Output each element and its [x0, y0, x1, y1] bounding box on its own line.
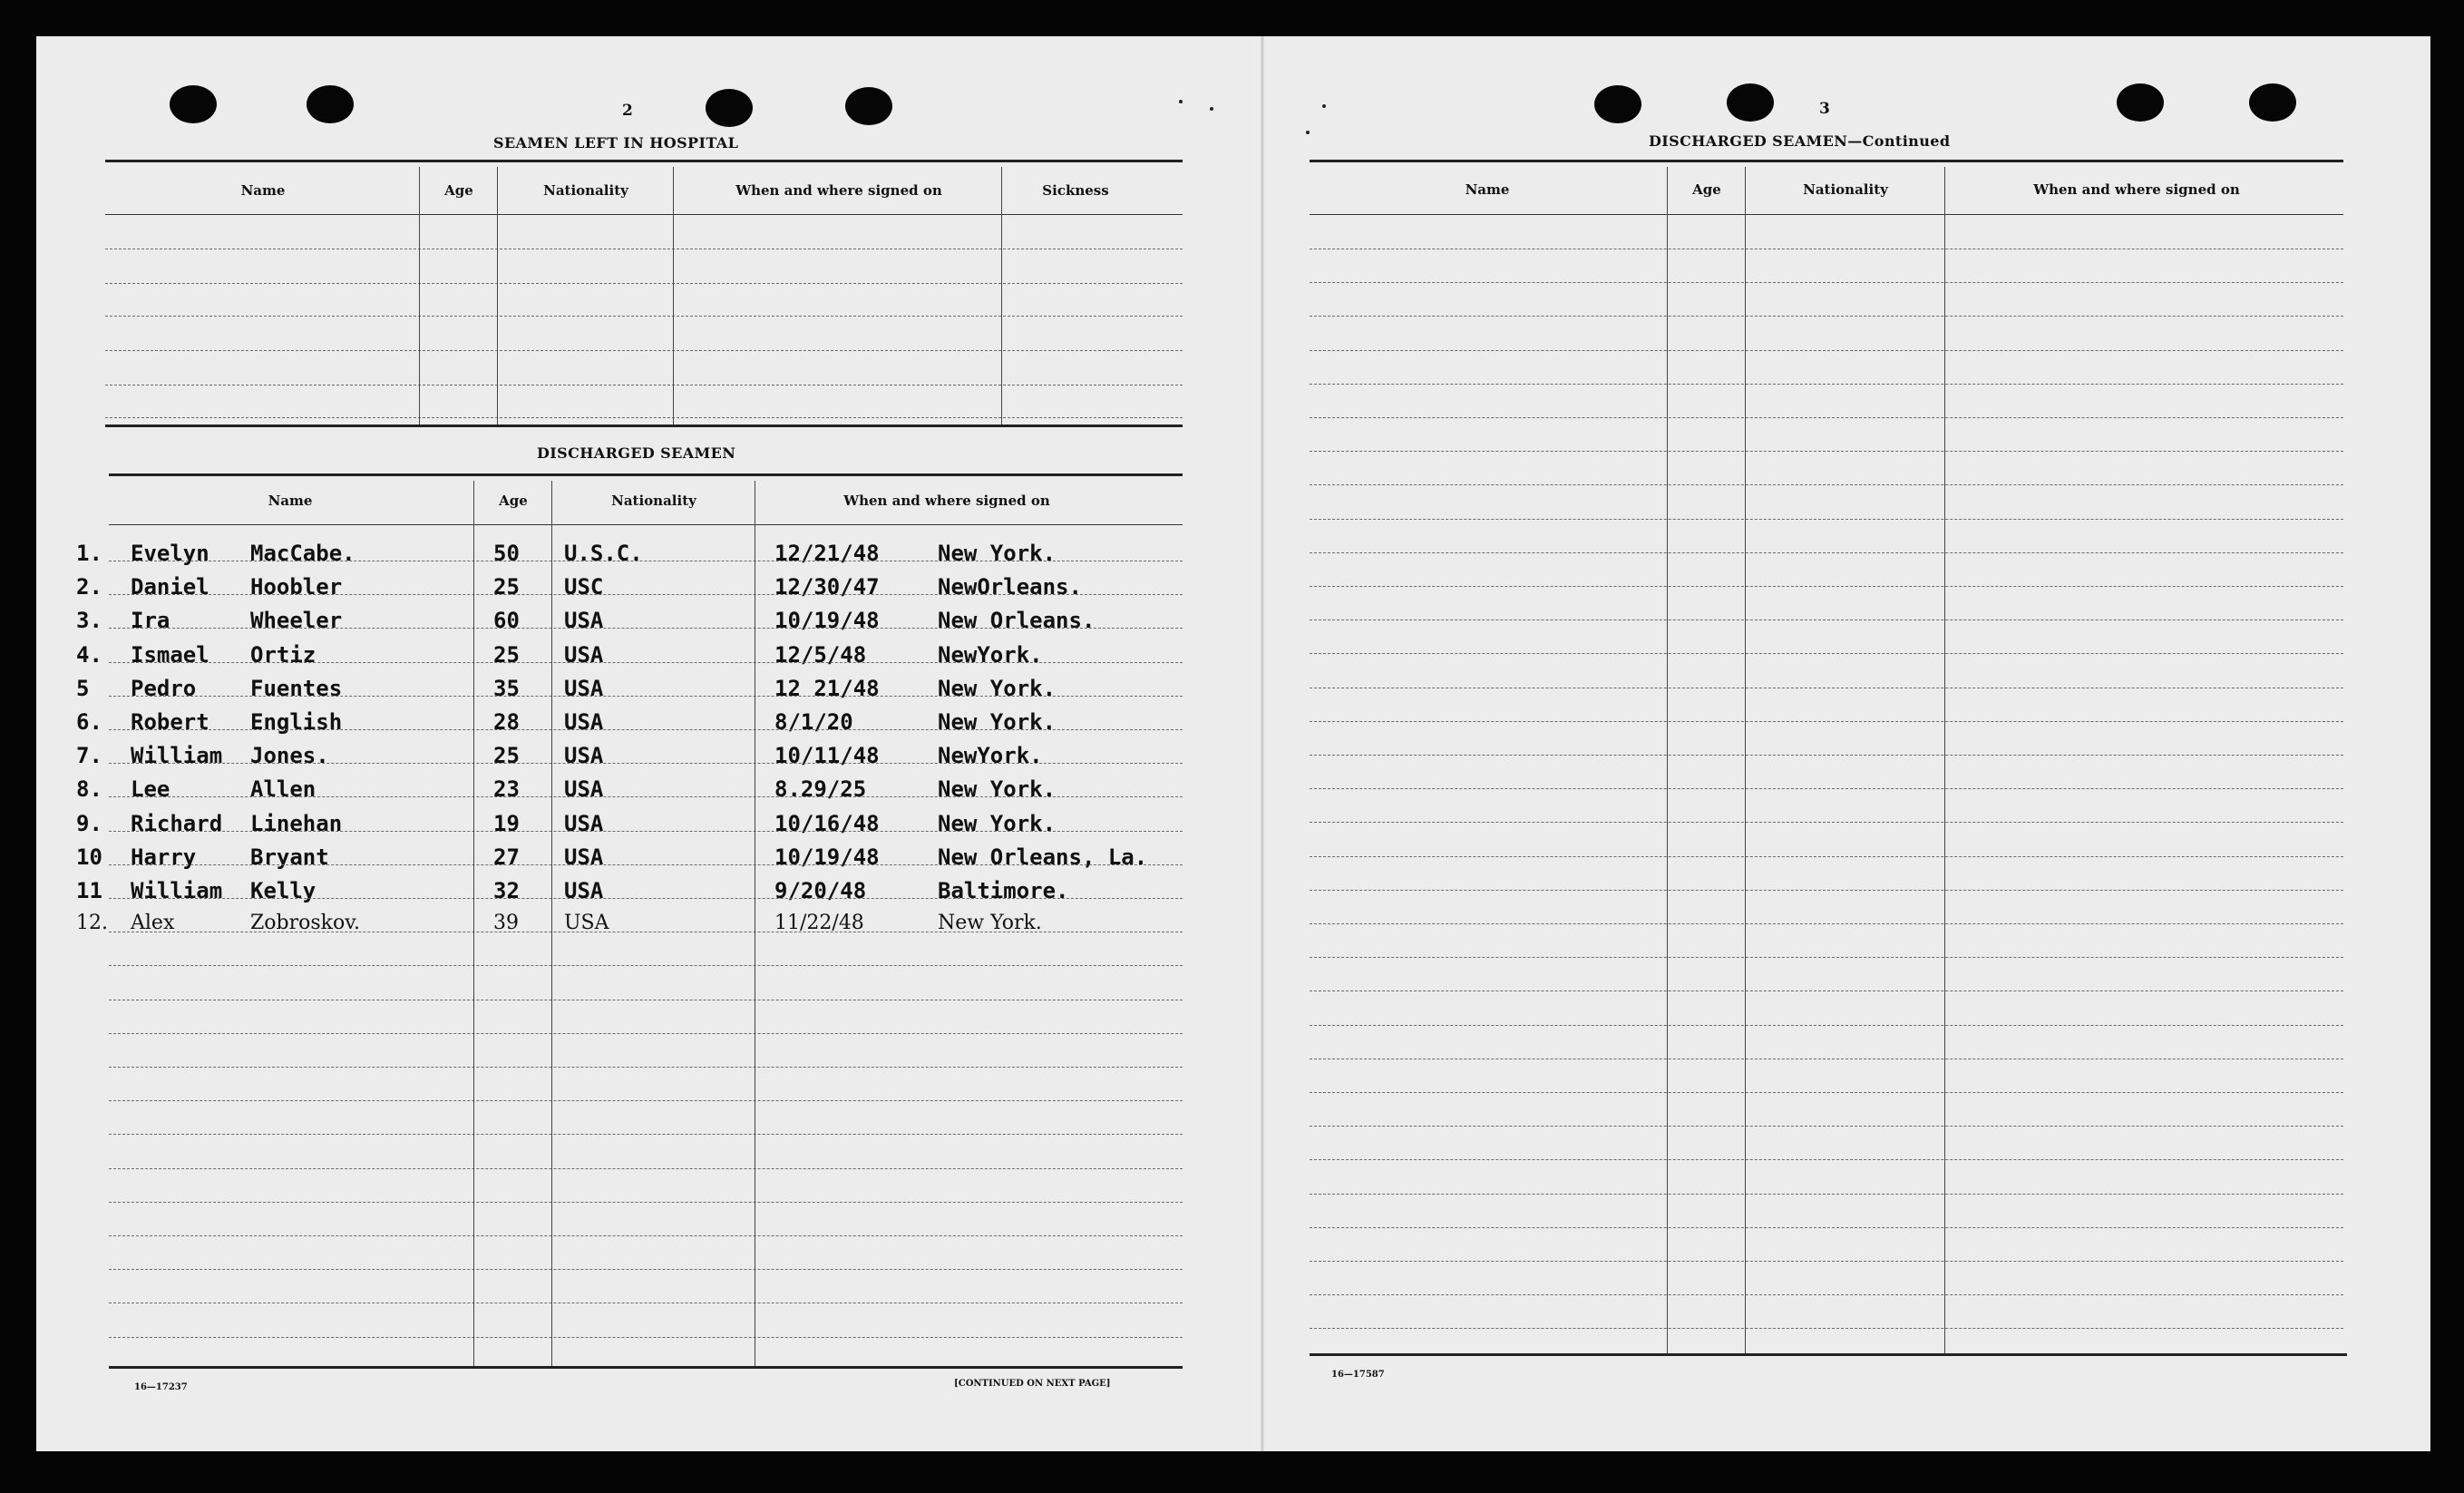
age: 50 — [493, 541, 520, 566]
rule — [109, 1100, 1183, 1101]
first-name: Richard — [131, 811, 223, 836]
rule — [1310, 316, 2343, 317]
hospital-col-sickness: Sickness — [1042, 182, 1109, 199]
nationality: USA — [564, 912, 609, 934]
rule — [1310, 552, 2343, 553]
row-number: 9. — [76, 811, 102, 836]
rule — [109, 1269, 1183, 1270]
rule — [1310, 214, 2343, 215]
right-col-age: Age — [1692, 181, 1721, 198]
rule — [109, 1337, 1183, 1338]
rule — [1310, 856, 2343, 857]
first-name: William — [131, 743, 223, 768]
right-col-nationality: Nationality — [1803, 181, 1888, 198]
hospital-section-title: SEAMEN LEFT IN HOSPITAL — [493, 134, 739, 151]
nationality: USA — [564, 878, 604, 903]
punch-hole — [706, 89, 753, 127]
nationality: USA — [564, 844, 604, 870]
rule — [1310, 484, 2343, 485]
signed-date: 9/20/48 — [774, 878, 867, 903]
punch-hole — [2249, 83, 2296, 122]
rule — [1310, 451, 2343, 452]
row-number: 8. — [76, 776, 102, 802]
age: 23 — [493, 776, 520, 802]
rule — [109, 696, 1183, 697]
rule — [1310, 350, 2343, 351]
signed-place: New York. — [938, 912, 1042, 934]
signed-date: 10/19/48 — [774, 844, 880, 870]
signed-place: New Orleans. — [938, 608, 1096, 633]
punch-hole — [170, 85, 217, 123]
rule — [1310, 1025, 2343, 1026]
rule — [1310, 1159, 2343, 1160]
rule — [105, 424, 1183, 427]
rule — [105, 350, 1183, 351]
first-name: Daniel — [131, 574, 209, 600]
rule — [1310, 1353, 2347, 1356]
col-divider — [473, 481, 474, 1366]
nationality: USA — [564, 642, 604, 668]
col-divider — [419, 167, 420, 424]
age: 25 — [493, 743, 520, 768]
punch-hole — [1594, 85, 1641, 123]
rule — [105, 316, 1183, 317]
rule — [109, 831, 1183, 832]
signed-date: 12/30/47 — [774, 574, 880, 600]
speck — [1306, 131, 1310, 134]
rule — [109, 473, 1183, 476]
signed-place: New Orleans, La. — [938, 844, 1148, 870]
punch-hole — [2117, 83, 2164, 122]
last-name: Fuentes — [250, 676, 343, 701]
col-divider — [551, 481, 552, 1366]
rule — [109, 1202, 1183, 1203]
rule — [109, 628, 1183, 629]
rule — [1310, 990, 2343, 991]
first-name: William — [131, 878, 223, 903]
speck — [1322, 104, 1326, 108]
signed-date: 12/21/48 — [774, 541, 880, 566]
age: 39 — [493, 912, 519, 934]
signed-place: NewYork. — [938, 743, 1043, 768]
rule — [1310, 1092, 2343, 1093]
discharged-col-name: Name — [268, 493, 313, 509]
row-number: 5 — [76, 676, 90, 701]
col-divider — [1944, 167, 1945, 1353]
rule — [1310, 755, 2343, 756]
hospital-col-signed-on: When and where signed on — [735, 182, 942, 199]
rule — [1310, 1328, 2343, 1329]
row-number: 4. — [76, 642, 102, 668]
nationality: USA — [564, 676, 604, 701]
col-divider — [1745, 167, 1746, 1353]
hospital-col-name: Name — [240, 182, 286, 199]
signed-date: 11/22/48 — [774, 912, 864, 934]
rule — [109, 898, 1183, 899]
signed-place: New York. — [938, 776, 1057, 802]
rule — [1310, 1227, 2343, 1228]
last-name: Kelly — [250, 878, 317, 903]
last-name: MacCabe. — [250, 541, 355, 566]
signed-place: New York. — [938, 676, 1057, 701]
rule — [1310, 923, 2343, 924]
rule — [1310, 1294, 2343, 1295]
first-name: Lee — [131, 776, 170, 802]
rule — [109, 965, 1183, 966]
last-name: Linehan — [250, 811, 343, 836]
nationality: USA — [564, 608, 604, 633]
continued-note: [CONTINUED ON NEXT PAGE] — [954, 1379, 1111, 1389]
last-name: Wheeler — [250, 608, 343, 633]
age: 35 — [493, 676, 520, 701]
rule — [105, 160, 1183, 162]
col-divider — [673, 167, 674, 424]
rule — [109, 1134, 1183, 1135]
row-number: 3. — [76, 608, 102, 633]
signed-date: 12/5/48 — [774, 642, 867, 668]
hospital-col-age: Age — [444, 182, 473, 199]
last-name: Allen — [250, 776, 317, 802]
row-number: 2. — [76, 574, 102, 600]
age: 27 — [493, 844, 520, 870]
signed-date: 8.29/25 — [774, 776, 867, 802]
last-name: Bryant — [250, 844, 329, 870]
first-name: Evelyn — [131, 541, 209, 566]
first-name: Ira — [131, 608, 170, 633]
right-page-number: 3 — [1819, 100, 1830, 118]
nationality: USA — [564, 776, 604, 802]
rule — [1310, 822, 2343, 823]
signed-place: New York. — [938, 811, 1057, 836]
age: 25 — [493, 642, 520, 668]
rule — [109, 1168, 1183, 1169]
rule — [1310, 417, 2343, 418]
discharged-col-nationality: Nationality — [611, 493, 696, 509]
rule — [105, 214, 1183, 215]
rule — [105, 417, 1183, 418]
rule — [109, 524, 1183, 525]
nationality: USA — [564, 709, 604, 735]
rule — [109, 594, 1183, 595]
first-name: Harry — [131, 844, 197, 870]
rule — [1310, 957, 2343, 958]
row-number: 6. — [76, 709, 102, 735]
rule — [109, 1366, 1183, 1369]
rule — [1310, 160, 2343, 162]
rule — [1310, 788, 2343, 789]
rule — [109, 1033, 1183, 1034]
punch-hole — [307, 85, 354, 123]
rule — [1310, 653, 2343, 654]
rule — [1310, 519, 2343, 520]
nationality: U.S.C. — [564, 541, 643, 566]
age: 32 — [493, 878, 520, 903]
nationality: USC — [564, 574, 604, 600]
rule — [109, 1067, 1183, 1068]
discharged-section-title: DISCHARGED SEAMEN — [537, 444, 736, 462]
rule — [1310, 282, 2343, 283]
row-number: 11 — [76, 878, 102, 903]
last-name: Jones. — [250, 743, 329, 768]
signed-place: Baltimore. — [938, 878, 1069, 903]
punch-hole — [1727, 83, 1774, 122]
signed-place: NewOrleans. — [938, 574, 1082, 600]
row-number: 12. — [76, 912, 108, 934]
signed-date: 10/19/48 — [774, 608, 880, 633]
rule — [1310, 1126, 2343, 1127]
last-name: Ortiz — [250, 642, 317, 668]
speck — [1179, 100, 1183, 103]
signed-place: New York. — [938, 541, 1057, 566]
first-name: Alex — [131, 912, 175, 934]
signed-place: New York. — [938, 709, 1057, 735]
rule — [1310, 1261, 2343, 1262]
rule — [109, 729, 1183, 730]
right-section-title: DISCHARGED SEAMEN—Continued — [1649, 132, 1951, 150]
left-form-number: 16—17237 — [134, 1382, 188, 1392]
right-form-number: 16—17587 — [1331, 1370, 1385, 1380]
nationality: USA — [564, 743, 604, 768]
first-name: Pedro — [131, 676, 197, 701]
hospital-col-nationality: Nationality — [543, 182, 628, 199]
row-number: 7. — [76, 743, 102, 768]
rule — [109, 864, 1183, 865]
last-name: English — [250, 709, 343, 735]
row-number: 10 — [76, 844, 102, 870]
signed-date: 8/1/20 — [774, 709, 853, 735]
signed-place: NewYork. — [938, 642, 1043, 668]
rule — [109, 796, 1183, 797]
page-fold — [1261, 36, 1264, 1451]
rule — [109, 662, 1183, 663]
rule — [1310, 586, 2343, 587]
rule — [1310, 721, 2343, 722]
discharged-col-signed-on: When and where signed on — [843, 493, 1050, 509]
discharged-col-age: Age — [499, 493, 528, 509]
signed-date: 10/11/48 — [774, 743, 880, 768]
row-number: 1. — [76, 541, 102, 566]
right-col-signed-on: When and where signed on — [2033, 181, 2240, 198]
first-name: Ismael — [131, 642, 209, 668]
punch-hole — [845, 87, 892, 125]
rule — [1310, 1194, 2343, 1195]
last-name: Zobroskov. — [250, 912, 361, 934]
rule — [1310, 384, 2343, 385]
col-divider — [1667, 167, 1668, 1353]
nationality: USA — [564, 811, 604, 836]
crew-list-sheet — [36, 36, 2430, 1451]
col-divider — [497, 167, 498, 424]
signed-date: 10/16/48 — [774, 811, 880, 836]
age: 28 — [493, 709, 520, 735]
col-divider — [1001, 167, 1002, 424]
age: 25 — [493, 574, 520, 600]
speck — [1210, 107, 1213, 111]
rule — [109, 1235, 1183, 1236]
age: 60 — [493, 608, 520, 633]
rule — [105, 283, 1183, 284]
last-name: Hoobler — [250, 574, 343, 600]
left-page-number: 2 — [622, 102, 633, 120]
first-name: Robert — [131, 709, 209, 735]
rule — [1310, 890, 2343, 891]
signed-date: 12 21/48 — [774, 676, 880, 701]
right-col-name: Name — [1465, 181, 1510, 198]
age: 19 — [493, 811, 520, 836]
rule — [109, 763, 1183, 764]
